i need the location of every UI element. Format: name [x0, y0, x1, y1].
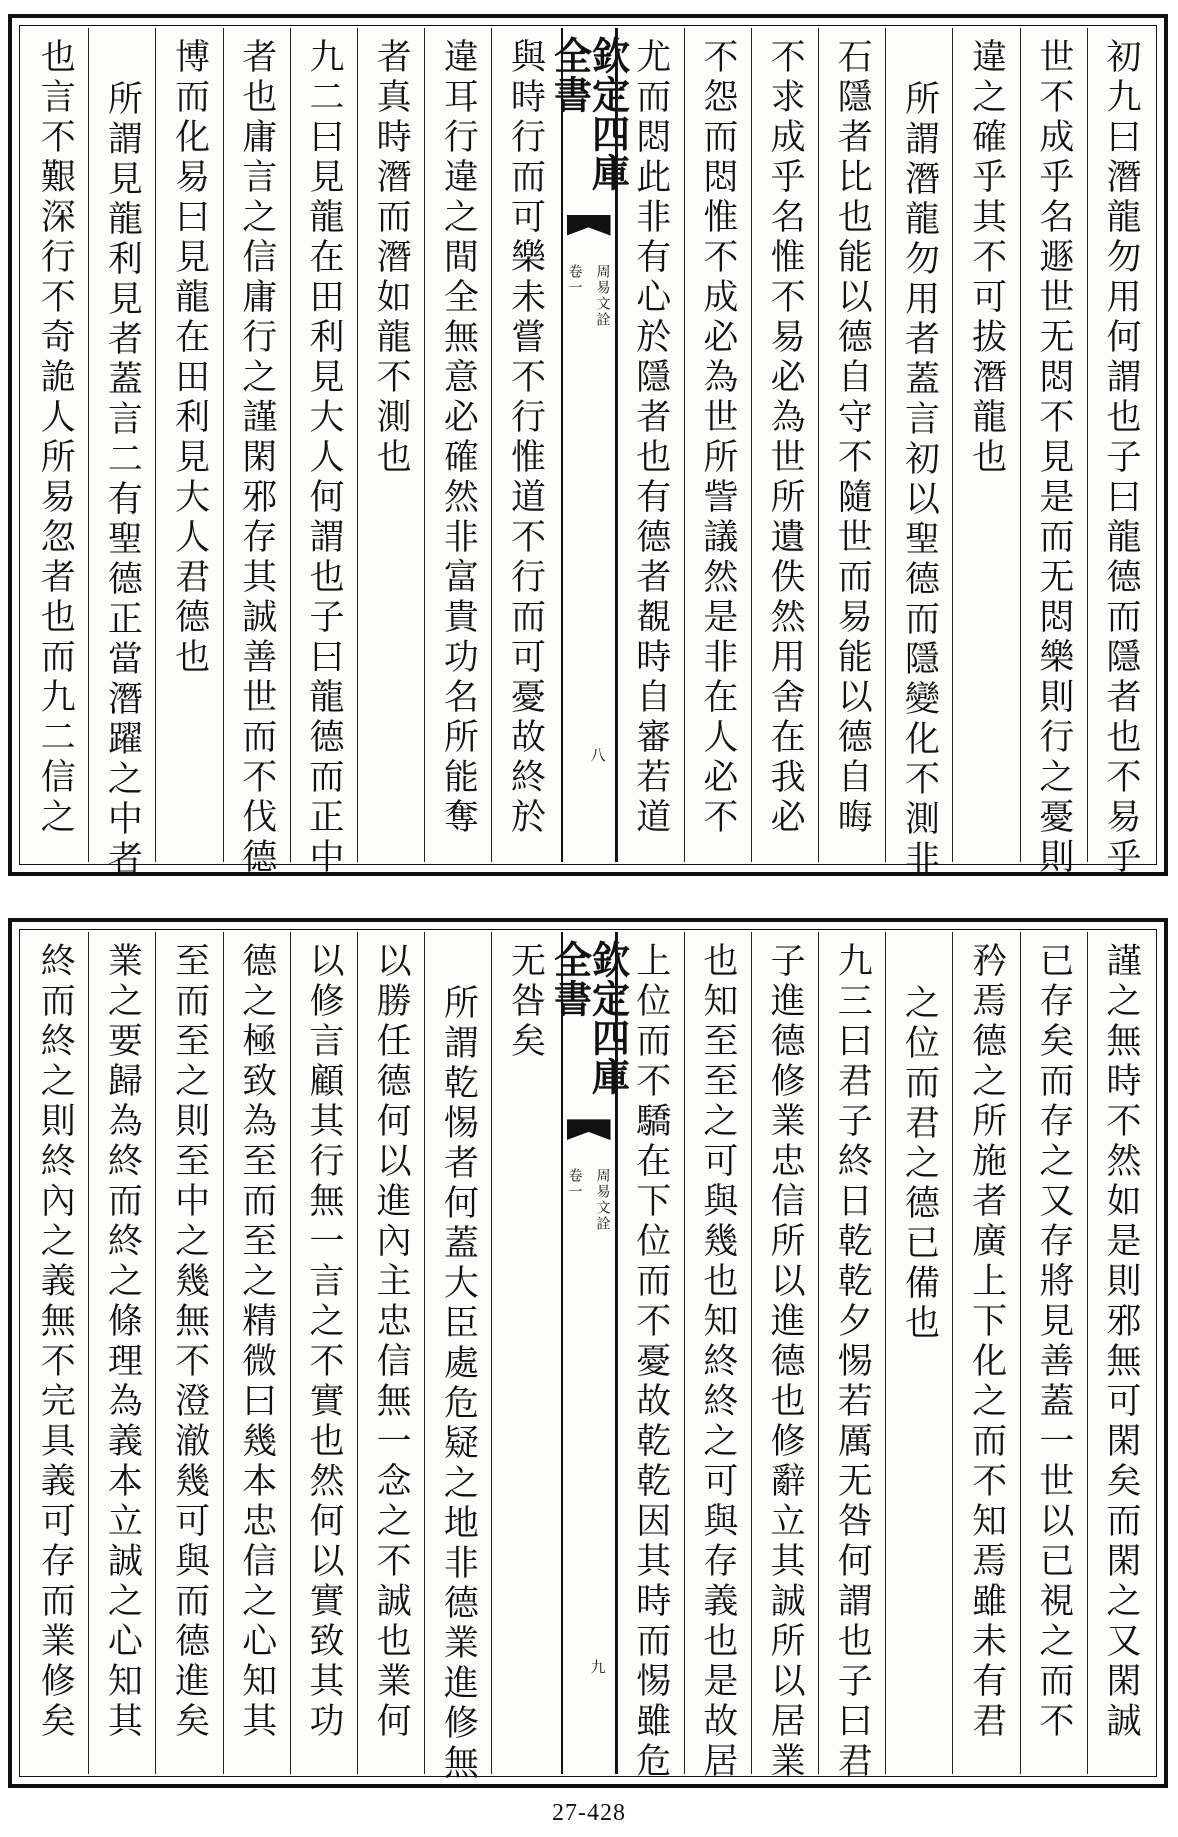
column-text: 所謂潛龍勿用者蓋言初以聖德而隱變化不測非 [899, 80, 940, 880]
text-column [223, 28, 290, 878]
text-column [617, 28, 684, 862]
sub-title: 周易文詮 [594, 263, 611, 328]
column-text: 違耳行違之間全無意必確然非富貴功名所能奪 [438, 38, 479, 838]
text-column [88, 932, 155, 1774]
volume-label: 卷一 [566, 263, 583, 296]
column-text: 以修言顧其行無一言之不實也然何以實致其功 [303, 942, 344, 1742]
text-column [424, 932, 491, 1784]
book-title: 欽定四庫全書 [547, 36, 631, 192]
column-text: 不求成乎名惟不易必為世所遺佚然用舍在我必 [765, 38, 806, 838]
column-text: 尤而悶此非有心於隱者也有德者覩時自審若道 [630, 38, 671, 838]
text-column [88, 28, 155, 880]
column-text: 也知至至之可與幾也知終終之可與存義也是故居 [697, 942, 738, 1782]
fishtail-mark-icon [567, 215, 611, 236]
column-text: 石隱者比也能以德自守不隨世而易能以德自晦 [832, 38, 873, 838]
text-column [1020, 932, 1087, 1774]
column-text: 業之要歸為終而終之條理為義本立誠之心知其 [102, 942, 143, 1742]
text-column [1087, 932, 1154, 1774]
text-column [952, 932, 1019, 1774]
column-text: 終而終之則終內之義無不完具義可存而業修矣 [35, 942, 76, 1742]
text-column [617, 932, 684, 1782]
text-column [818, 28, 885, 862]
column-text: 九三曰君子終日乾乾夕惕若厲无咎何謂也子曰君 [832, 942, 873, 1782]
fishtail-mark-icon [567, 1119, 611, 1140]
sub-title: 周易文詮 [594, 1168, 611, 1233]
column-text: 之位而君之德已備也 [899, 984, 940, 1344]
column-text: 以勝任德何以進內主忠信無一念之不誠也業何 [371, 942, 412, 1742]
bottom-page-columns [22, 932, 1154, 1784]
text-column [22, 28, 88, 862]
text-column [751, 28, 818, 862]
column-text: 子進德修業忠信所以進德也修辭立其誠所以居業 [765, 942, 806, 1782]
book-title: 欽定四庫全書 [547, 940, 631, 1096]
column-text: 九二曰見龍在田利見大人何謂也子曰龍德而正中 [303, 38, 344, 878]
column-text: 所謂見龍利見者蓋言二有聖德正當潛躍之中者 [102, 80, 143, 880]
text-column [491, 932, 558, 1774]
text-column [155, 28, 222, 862]
text-column [818, 932, 885, 1782]
column-text: 初九曰潛龍勿用何謂也子曰龍德而隱者也不易乎 [1101, 38, 1142, 878]
text-column [155, 932, 222, 1774]
column-text: 謹之無時不然如是則邪無可閑矣而閑之又閑誠 [1101, 942, 1142, 1742]
text-column [1020, 28, 1087, 878]
text-column [684, 932, 751, 1782]
center-fold-column [547, 28, 631, 862]
column-text: 已存矣而存之又存將見善蓋一世以已視之而不 [1033, 942, 1074, 1742]
text-column [684, 28, 751, 862]
page-number: 八 [588, 747, 607, 762]
text-column [952, 28, 1019, 862]
column-text: 者真時潛而潛如龍不測也 [371, 38, 412, 478]
center-info [565, 246, 613, 862]
text-column [885, 28, 952, 880]
text-column [357, 932, 424, 1774]
page-number: 九 [588, 1659, 607, 1674]
text-column [491, 28, 558, 862]
text-column [751, 932, 818, 1782]
column-text: 所謂乾惕者何蓋大臣處危疑之地非德業進修無 [438, 984, 479, 1784]
bottom-page-frame [8, 918, 1168, 1788]
volume-label: 卷一 [566, 1168, 583, 1201]
text-column [290, 932, 357, 1774]
top-page-frame [8, 14, 1168, 880]
text-column [1087, 28, 1154, 878]
column-text: 世不成乎名遯世无悶不見是而无悶樂則行之憂則 [1033, 38, 1074, 878]
text-column [22, 932, 88, 1774]
text-column [290, 28, 357, 878]
column-text: 至而至之則至中之幾無不澄澈幾可與而德進矣 [169, 942, 210, 1742]
column-text: 矜焉德之所施者廣上下化之而不知焉雖未有君 [966, 942, 1007, 1742]
column-text: 无咎矣 [505, 942, 546, 1062]
column-text: 德之極致為至而至之精微曰幾本忠信之心知其 [236, 942, 277, 1742]
footer-page-code: 27-428 [552, 1800, 626, 1826]
column-text: 違之確乎其不可拔潛龍也 [966, 38, 1007, 478]
text-column [885, 932, 952, 1774]
top-page-columns [22, 28, 1154, 880]
column-text: 也言不艱深行不奇詭人所易忽者也而九二信之 [35, 38, 76, 838]
text-column [223, 932, 290, 1774]
center-fold-column [547, 932, 631, 1774]
center-info [565, 1150, 613, 1774]
column-text: 上位而不驕在下位而不憂故乾乾因其時而惕雖危 [630, 942, 671, 1782]
column-text: 者也庸言之信庸行之謹閑邪存其誠善世而不伐德 [236, 38, 277, 878]
column-text: 博而化易曰見龍在田利見大人君德也 [169, 38, 210, 678]
column-text: 不怨而悶惟不成必為世所訾議然是非在人必不 [697, 38, 738, 838]
column-text: 與時行而可樂未嘗不行惟道不行而可憂故終於 [505, 38, 546, 838]
text-column [357, 28, 424, 862]
text-column [424, 28, 491, 862]
